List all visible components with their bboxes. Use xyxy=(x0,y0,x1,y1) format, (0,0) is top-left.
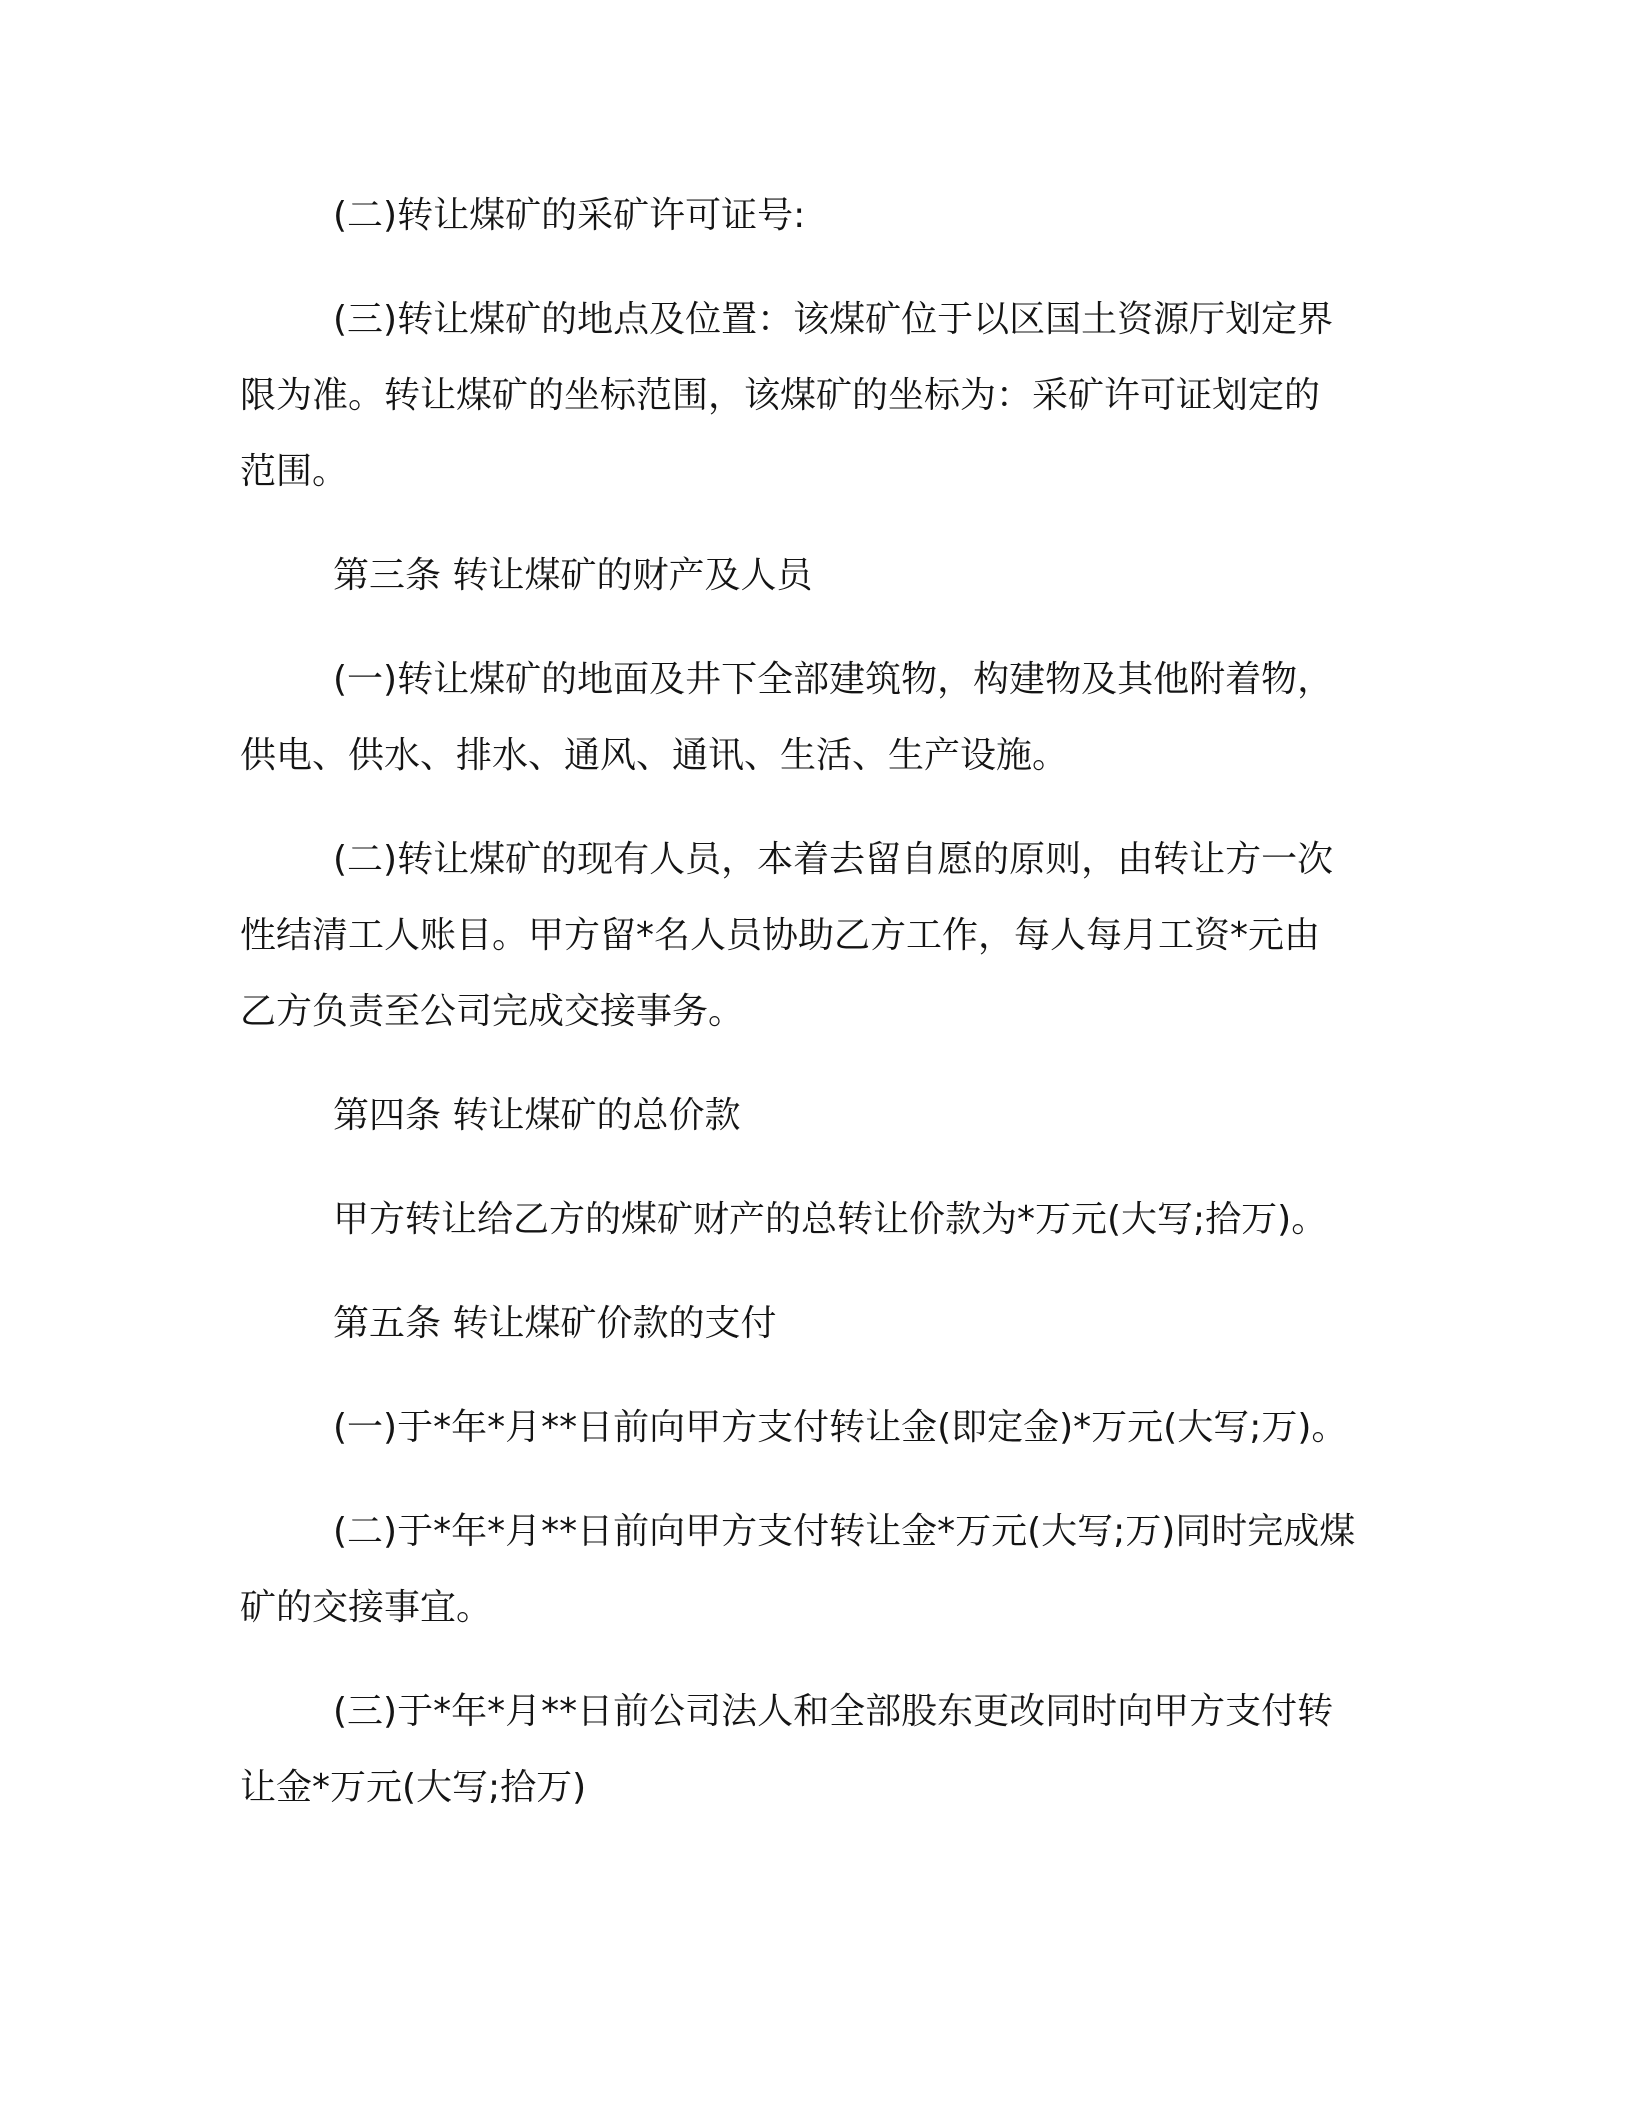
clause-2-3-location-line-3: 范围。 xyxy=(240,451,349,492)
article-5-heading: 第五条 转让煤矿价款的支付 xyxy=(333,1303,777,1344)
article-4-total-price: 甲方转让给乙方的煤矿财产的总转让价款为*万元(大写;拾万)。 xyxy=(333,1199,1328,1240)
clause-3-1-line-1: (一)转让煤矿的地面及井下全部建筑物，构建物及其他附着物， xyxy=(333,659,1334,700)
clause-3-2-line-3: 乙方负责至公司完成交接事务。 xyxy=(240,991,745,1032)
article-4-heading: 第四条 转让煤矿的总价款 xyxy=(333,1095,741,1136)
clause-3-1-line-2: 供电、供水、排水、通风、通讯、生活、生产设施。 xyxy=(240,735,1069,776)
clause-5-1: (一)于*年*月**日前向甲方支付转让金(即定金)*万元(大写;万)。 xyxy=(333,1407,1348,1448)
clause-2-2-license-number: (二)转让煤矿的采矿许可证号: xyxy=(333,195,806,236)
clause-2-3-location-line-2: 限为准。转让煤矿的坐标范围，该煤矿的坐标为：采矿许可证划定的 xyxy=(240,375,1321,416)
clause-5-3-line-1: (三)于*年*月**日前公司法人和全部股东更改同时向甲方支付转 xyxy=(333,1691,1334,1732)
clause-5-2-line-1: (二)于*年*月**日前向甲方支付转让金*万元(大写;万)同时完成煤 xyxy=(333,1511,1356,1552)
clause-5-2-line-2: 矿的交接事宜。 xyxy=(240,1587,493,1628)
article-3-heading: 第三条 转让煤矿的财产及人员 xyxy=(333,555,813,596)
clause-5-3-line-2: 让金*万元(大写;拾万) xyxy=(240,1767,587,1808)
clause-3-2-line-1: (二)转让煤矿的现有人员，本着去留自愿的原则，由转让方一次 xyxy=(333,839,1334,880)
clause-3-2-line-2: 性结清工人账目。甲方留*名人员协助乙方工作，每人每月工资*元由 xyxy=(240,915,1321,956)
clause-2-3-location-line-1: (三)转让煤矿的地点及位置：该煤矿位于以区国土资源厅划定界 xyxy=(333,299,1334,340)
